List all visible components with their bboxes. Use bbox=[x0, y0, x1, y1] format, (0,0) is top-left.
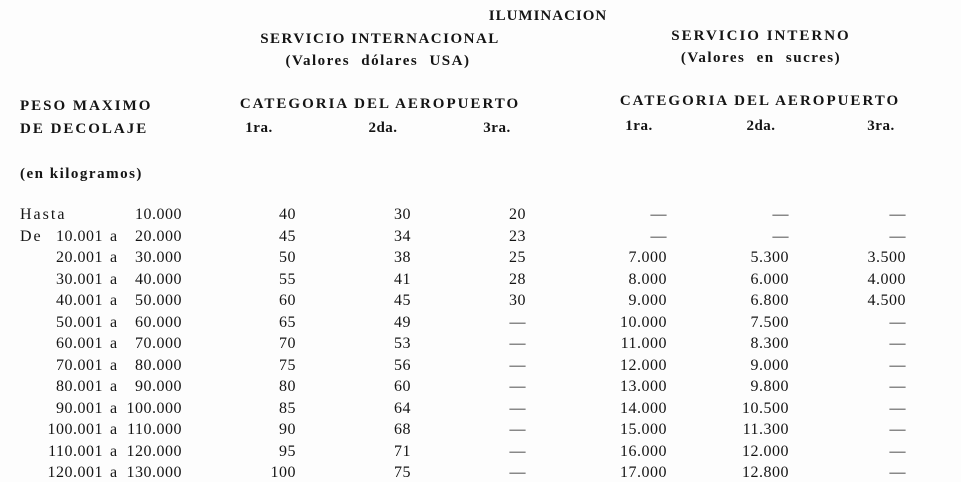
weight-range-to: 70.000 bbox=[135, 335, 182, 352]
domestic-2da-value: 10.500 bbox=[742, 399, 789, 417]
weight-range-to: 50.000 bbox=[135, 292, 182, 309]
weight-range-separator: a bbox=[110, 249, 118, 266]
weight-range-prefix: De bbox=[20, 227, 43, 245]
intl-3ra-value: — bbox=[509, 378, 526, 395]
domestic-3ra-value: — bbox=[889, 335, 906, 352]
weight-range-from: 80.001 bbox=[56, 378, 103, 395]
domestic-3ra-value: — bbox=[889, 421, 906, 438]
intl-category-heading: CATEGORIA DEL AEROPUERTO bbox=[239, 96, 521, 112]
weight-range-to: 130.000 bbox=[126, 464, 182, 481]
domestic-category-2da-label: 2da. bbox=[746, 118, 776, 134]
intl-2da-value: 56 bbox=[394, 356, 411, 374]
domestic-1ra-value: 7.000 bbox=[628, 249, 667, 266]
weight-range-to: 20.000 bbox=[135, 227, 182, 245]
weight-range-to: 110.000 bbox=[127, 421, 182, 438]
domestic-2da-value: 12.800 bbox=[742, 464, 789, 481]
weight-range-to: 30.000 bbox=[135, 249, 182, 266]
domestic-3ra-value: 4.500 bbox=[867, 292, 906, 309]
intl-3ra-value: — bbox=[509, 442, 526, 460]
domestic-3ra-value: — bbox=[889, 206, 906, 223]
weight-range-separator: a bbox=[110, 399, 118, 417]
table-row bbox=[0, 422, 961, 438]
weight-range-prefix: Hasta bbox=[20, 206, 67, 223]
weight-range-from: 40.001 bbox=[56, 292, 103, 309]
intl-currency-note: (Valores dólares USA) bbox=[285, 53, 471, 69]
weight-range-to: 40.000 bbox=[135, 270, 182, 288]
weight-heading-line2: DE DECOLAJE bbox=[20, 121, 149, 137]
domestic-currency-note: (Valores en sucres) bbox=[680, 50, 842, 66]
intl-category-3ra-label: 3ra. bbox=[483, 120, 511, 136]
domestic-category-3ra-label: 3ra. bbox=[867, 118, 895, 134]
weight-unit-note: (en kilogramos) bbox=[20, 166, 143, 182]
table-row bbox=[0, 358, 961, 374]
intl-category-1ra-label: 1ra. bbox=[245, 120, 273, 136]
domestic-3ra-value: 3.500 bbox=[867, 249, 906, 266]
intl-1ra-value: 95 bbox=[279, 442, 296, 460]
intl-3ra-value: 28 bbox=[509, 270, 526, 288]
weight-range-separator: a bbox=[110, 421, 118, 438]
weight-range-separator: a bbox=[110, 270, 118, 288]
intl-3ra-value: — bbox=[509, 335, 526, 352]
intl-service-heading: SERVICIO INTERNACIONAL bbox=[260, 31, 500, 47]
intl-2da-value: 30 bbox=[394, 206, 411, 223]
domestic-3ra-value: — bbox=[889, 378, 906, 395]
table-row bbox=[0, 229, 961, 245]
weight-range-separator: a bbox=[110, 313, 118, 331]
intl-2da-value: 41 bbox=[394, 270, 411, 288]
domestic-1ra-value: 15.000 bbox=[620, 421, 667, 438]
intl-1ra-value: 60 bbox=[279, 292, 296, 309]
intl-2da-value: 34 bbox=[394, 227, 411, 245]
table-row bbox=[0, 379, 961, 395]
domestic-category-1ra-label: 1ra. bbox=[625, 118, 653, 134]
domestic-3ra-value: — bbox=[889, 442, 906, 460]
domestic-1ra-value: 11.000 bbox=[620, 335, 667, 352]
domestic-2da-value: 6.800 bbox=[750, 292, 789, 309]
intl-2da-value: 75 bbox=[394, 464, 411, 481]
weight-range-separator: a bbox=[110, 292, 118, 309]
weight-range-separator: a bbox=[110, 335, 118, 352]
domestic-1ra-value: 13.000 bbox=[620, 378, 667, 395]
intl-3ra-value: — bbox=[509, 313, 526, 331]
intl-1ra-value: 100 bbox=[270, 464, 296, 481]
domestic-1ra-value: 9.000 bbox=[628, 292, 667, 309]
domestic-2da-value: 6.000 bbox=[750, 270, 789, 288]
intl-2da-value: 71 bbox=[394, 442, 411, 460]
intl-3ra-value: 25 bbox=[509, 249, 526, 266]
intl-3ra-value: — bbox=[509, 464, 526, 481]
intl-2da-value: 49 bbox=[394, 313, 411, 331]
intl-1ra-value: 50 bbox=[279, 249, 296, 266]
intl-2da-value: 68 bbox=[394, 421, 411, 438]
weight-range-separator: a bbox=[110, 227, 118, 245]
table-row bbox=[0, 272, 961, 288]
weight-range-from: 110.001 bbox=[48, 442, 103, 460]
weight-range-from: 100.001 bbox=[47, 421, 103, 438]
intl-1ra-value: 65 bbox=[279, 313, 296, 331]
table-row bbox=[0, 444, 961, 460]
domestic-2da-value: 8.300 bbox=[750, 335, 789, 352]
domestic-2da-value: 5.300 bbox=[750, 249, 789, 266]
domestic-1ra-value: 14.000 bbox=[620, 399, 667, 417]
intl-1ra-value: 55 bbox=[279, 270, 296, 288]
weight-heading-line1: PESO MAXIMO bbox=[20, 98, 153, 114]
weight-range-from: 120.001 bbox=[47, 464, 103, 481]
table-row bbox=[0, 315, 961, 331]
page-title: ILUMINACION bbox=[488, 8, 608, 24]
weight-range-to: 100.000 bbox=[126, 399, 182, 417]
intl-2da-value: 53 bbox=[394, 335, 411, 352]
intl-3ra-value: 20 bbox=[509, 206, 526, 223]
weight-range-from: 90.001 bbox=[56, 399, 103, 417]
weight-range-separator: a bbox=[110, 356, 118, 374]
weight-range-from: 70.001 bbox=[56, 356, 103, 374]
intl-2da-value: 38 bbox=[394, 249, 411, 266]
domestic-1ra-value: — bbox=[650, 227, 667, 245]
domestic-2da-value: — bbox=[772, 206, 789, 223]
intl-1ra-value: 90 bbox=[279, 421, 296, 438]
weight-range-from: 50.001 bbox=[56, 313, 103, 331]
intl-3ra-value: — bbox=[509, 399, 526, 417]
intl-1ra-value: 45 bbox=[279, 227, 296, 245]
intl-3ra-value: 30 bbox=[509, 292, 526, 309]
domestic-3ra-value: — bbox=[889, 227, 906, 245]
table-row bbox=[0, 465, 961, 481]
intl-2da-value: 64 bbox=[394, 399, 411, 417]
intl-1ra-value: 70 bbox=[279, 335, 296, 352]
domestic-1ra-value: — bbox=[650, 206, 667, 223]
domestic-1ra-value: 17.000 bbox=[620, 464, 667, 481]
domestic-service-heading: SERVICIO INTERNO bbox=[671, 28, 851, 44]
domestic-1ra-value: 8.000 bbox=[628, 270, 667, 288]
domestic-3ra-value: — bbox=[889, 313, 906, 331]
intl-1ra-value: 80 bbox=[279, 378, 296, 395]
intl-1ra-value: 40 bbox=[279, 206, 296, 223]
intl-3ra-value: — bbox=[509, 421, 526, 438]
domestic-3ra-value: — bbox=[889, 356, 906, 374]
table-row bbox=[0, 293, 961, 309]
domestic-3ra-value: — bbox=[889, 399, 906, 417]
intl-category-2da-label: 2da. bbox=[368, 120, 398, 136]
domestic-1ra-value: 12.000 bbox=[620, 356, 667, 374]
domestic-2da-value: 9.800 bbox=[750, 378, 789, 395]
intl-2da-value: 45 bbox=[394, 292, 411, 309]
domestic-2da-value: 12.000 bbox=[742, 442, 789, 460]
table-row bbox=[0, 207, 961, 223]
domestic-2da-value: — bbox=[772, 227, 789, 245]
intl-1ra-value: 85 bbox=[279, 399, 296, 417]
table-row bbox=[0, 401, 961, 417]
table-row bbox=[0, 336, 961, 352]
domestic-3ra-value: 4.000 bbox=[867, 270, 906, 288]
weight-range-separator: a bbox=[110, 442, 118, 460]
weight-range-separator: a bbox=[110, 464, 118, 481]
intl-1ra-value: 75 bbox=[279, 356, 296, 374]
weight-range-to: 60.000 bbox=[135, 313, 182, 331]
weight-range-to: 10.000 bbox=[135, 206, 182, 223]
weight-range-to: 90.000 bbox=[135, 378, 182, 395]
domestic-2da-value: 7.500 bbox=[750, 313, 789, 331]
intl-3ra-value: — bbox=[509, 356, 526, 374]
intl-3ra-value: 23 bbox=[509, 227, 526, 245]
domestic-category-heading: CATEGORIA DEL AEROPUERTO bbox=[619, 93, 901, 109]
weight-range-to: 80.000 bbox=[135, 356, 182, 374]
weight-range-from: 60.001 bbox=[56, 335, 103, 352]
weight-range-from: 30.001 bbox=[56, 270, 103, 288]
weight-range-from: 20.001 bbox=[56, 249, 103, 266]
weight-range-from: 10.001 bbox=[56, 227, 103, 245]
weight-range-to: 120.000 bbox=[126, 442, 182, 460]
weight-range-separator: a bbox=[110, 378, 118, 395]
intl-2da-value: 60 bbox=[394, 378, 411, 395]
domestic-1ra-value: 16.000 bbox=[620, 442, 667, 460]
table-row bbox=[0, 250, 961, 266]
domestic-2da-value: 11.300 bbox=[742, 421, 789, 438]
domestic-2da-value: 9.000 bbox=[750, 356, 789, 374]
domestic-3ra-value: — bbox=[889, 464, 906, 481]
domestic-1ra-value: 10.000 bbox=[620, 313, 667, 331]
